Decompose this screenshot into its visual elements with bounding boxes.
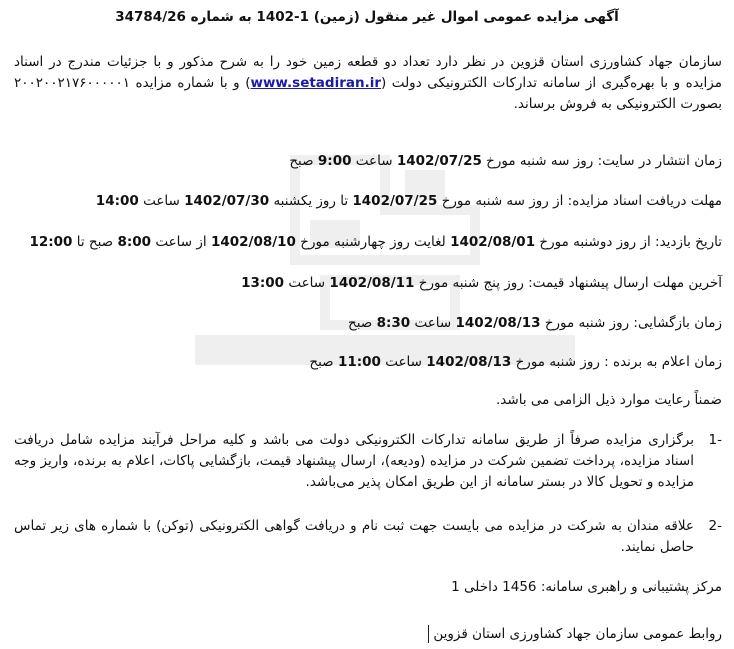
visit-date-line: تاریخ بازدید: از روز دوشنبه مورخ 1402/08/01 لغایت روز چهارشنبه مورخ 1402/08/10 از ساعت 8:00 صبح تا 12:00 bbox=[29, 234, 722, 250]
document-title: آگهی مزایده عمومی اموال غیر منقول (زمین) 1-1402 به شماره 34784/26 bbox=[115, 9, 619, 25]
bid-deadline-line: آخرین مهلت ارسال پیشنهاد قیمت: روز پنج شنبه مورخ 1402/08/11 ساعت 13:00 bbox=[241, 275, 722, 291]
support-center-line: مرکز پشتیبانی و راهبری سامانه: 1456 داخلی 1 bbox=[451, 579, 722, 595]
document-deadline-line: مهلت دریافت اسناد مزایده: از روز سه شنبه مورخ 1402/07/25 تا روز یکشنبه 1402/07/30 ساعت 14:00 bbox=[95, 193, 722, 209]
setadiran-link[interactable]: www.setadiran.ir bbox=[250, 75, 382, 91]
opening-time-line: زمان بازگشایی: روز شنبه مورخ 1402/08/13 ساعت 8:30 صبح bbox=[348, 315, 722, 331]
notes-intro: ضمناً رعایت موارد ذیل الزامی می باشد. bbox=[496, 392, 722, 408]
publish-time-line: زمان انتشار در سایت: روز سه شنبه مورخ 1402/07/25 ساعت 9:00 صبح bbox=[289, 153, 722, 169]
public-relations-signature: روابط عمومی سازمان جهاد کشاورزی استان قزوین bbox=[428, 625, 722, 643]
list-item: -2 علاقه مندان به شرکت در مزایده می بایست جهت ثبت نام و دریافت گواهی الکترونیکی (توکن) با شماره های زیر تماس حاصل نمایند. bbox=[14, 518, 722, 555]
winner-announcement-line: زمان اعلام به برنده : روز شنبه مورخ 1402/08/13 ساعت 11:00 صبح bbox=[309, 354, 722, 370]
list-item: -1 برگزاری مزایده صرفاً از طریق سامانه تدارکات الکترونیکی دولت می باشد و کلیه مراحل فرآیند مزایده شامل دریافت اسناد مزایده، پرداخت تضمین شرکت در مزایده (ودیعه)، ارسال پیشنهاد قیمت، بازگشایی پاکات، اعلام به برنده، واریز وجه مزایده و تحویل کالا در بستر سامانه از این طریق امکان پذیر می‌باشد. bbox=[14, 432, 722, 490]
intro-paragraph: سازمان جهاد کشاورزی استان قزوین در نظر دارد تعداد دو قطعه زمین خود را به شرح مذکور و با جزئیات مندرج در اسناد مزایده و با بهره‌گیری از سامانه تدارکات الکترونیکی دولت (www.setadiran.ir) و با شماره مزایده ۲۰۰۲۰۰۲۱۷۶۰۰۰۰۰۱ بصورت الکترونیکی به فروش برساند. bbox=[14, 54, 722, 112]
